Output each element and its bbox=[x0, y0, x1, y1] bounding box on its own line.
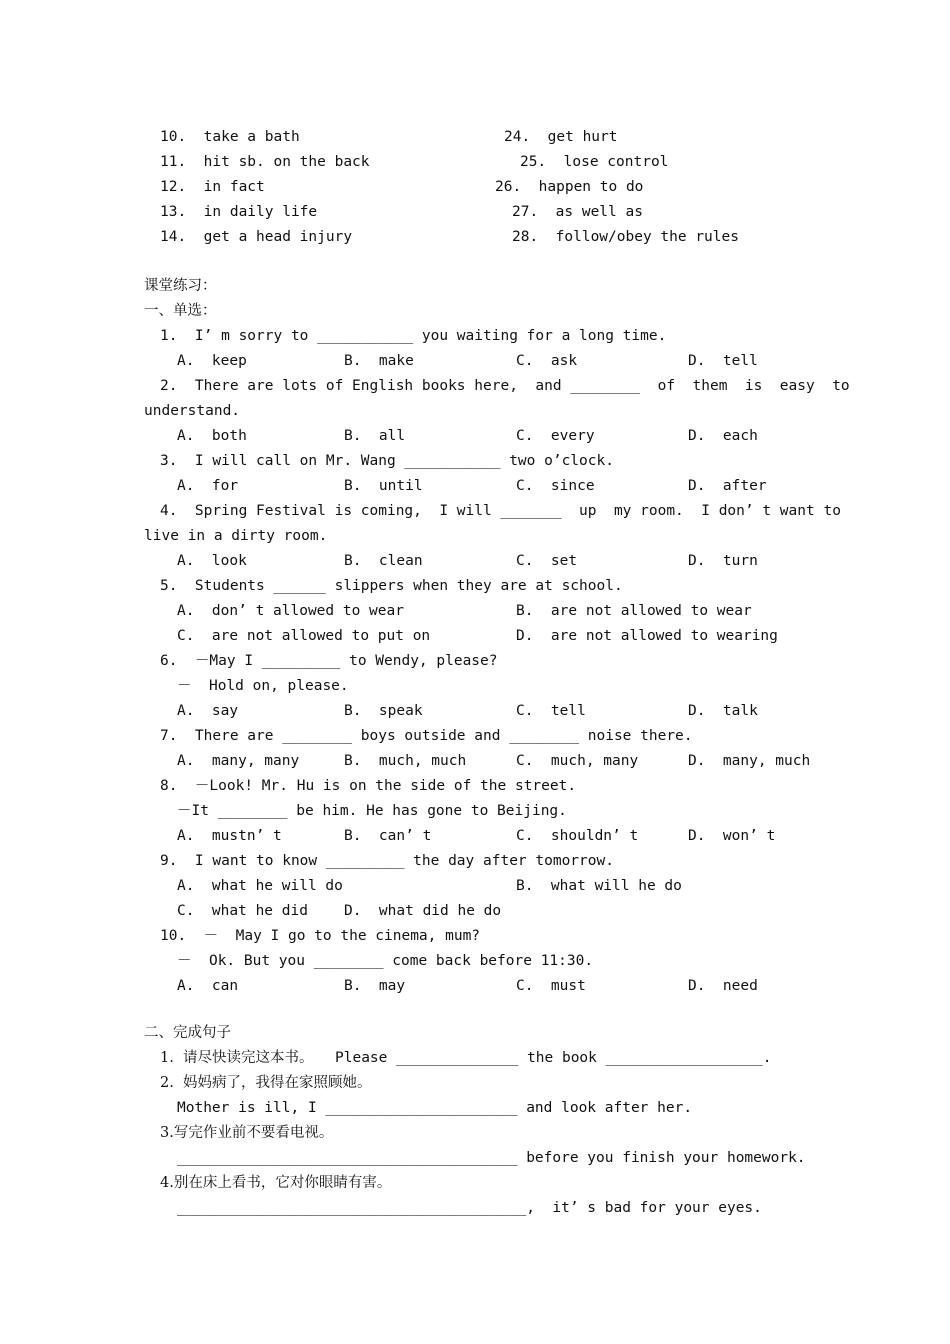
question-10-option-b: B. may bbox=[344, 978, 406, 994]
sentence-4-chinese: 4.别在床上看书，它对你眼睛有害。 bbox=[160, 1175, 392, 1191]
question-3-option-b: B. until bbox=[344, 478, 423, 494]
phrase-10: 10. take a bath bbox=[160, 129, 300, 145]
sentence-3-chinese: 3.写完作业前不要看电视。 bbox=[160, 1125, 334, 1141]
question-4-option-b: B. clean bbox=[344, 553, 423, 569]
question-3-option-a: A. for bbox=[177, 478, 239, 494]
question-2-option-c: C. every bbox=[516, 428, 595, 444]
question-7-option-c: C. much, many bbox=[516, 753, 639, 769]
sentence-1-chinese: 1. 请尽快读完这本书。 bbox=[160, 1050, 314, 1066]
question-2-option-a: A. both bbox=[177, 428, 247, 444]
question-5-option-b: B. are not allowed to wear bbox=[516, 603, 752, 619]
sentence-2-english: Mother is ill, I ______________________ and look after her. bbox=[177, 1100, 693, 1116]
question-3-option-d: D. after bbox=[688, 478, 767, 494]
question-2-stem: 2. There are lots of English books here, and ________ of them is easy to bbox=[160, 378, 850, 394]
phrase-28: 28. follow/obey the rules bbox=[512, 229, 739, 245]
question-8-stem: 8. －Look! Mr. Hu is on the side of the street. bbox=[160, 778, 577, 794]
question-8-stem-cont: －It ________ be him. He has gone to Beijing. bbox=[177, 803, 567, 819]
phrase-14: 14. get a head injury bbox=[160, 229, 353, 245]
question-10-option-c: C. must bbox=[516, 978, 586, 994]
question-10-stem: 10. － May I go to the cinema, mum? bbox=[160, 928, 481, 944]
section2-heading: 二、完成句子 bbox=[144, 1025, 231, 1041]
question-1-option-c: C. ask bbox=[516, 353, 578, 369]
question-10-stem-cont: － Ok. But you ________ come back before 11:30. bbox=[177, 953, 594, 969]
question-3-stem: 3. I will call on Mr. Wang ___________ two o’clock. bbox=[160, 453, 614, 469]
question-6-option-a: A. say bbox=[177, 703, 239, 719]
question-1-option-a: A. keep bbox=[177, 353, 247, 369]
question-6-option-b: B. speak bbox=[344, 703, 423, 719]
question-10-option-a: A. can bbox=[177, 978, 239, 994]
sentence-4-english: ________________________________________, it’ s bad for your eyes. bbox=[177, 1200, 762, 1216]
question-1-stem: 1. I’ m sorry to ___________ you waiting for a long time. bbox=[160, 328, 667, 344]
question-6-option-d: D. talk bbox=[688, 703, 758, 719]
question-6-option-c: C. tell bbox=[516, 703, 586, 719]
question-5-option-c: C. are not allowed to put on bbox=[177, 628, 431, 644]
question-5-option-a: A. don’ t allowed to wear bbox=[177, 603, 404, 619]
question-4-stem-cont: live in a dirty room. bbox=[144, 528, 328, 544]
question-4-stem: 4. Spring Festival is coming, I will _______ up my room. I don’ t want to bbox=[160, 503, 841, 519]
question-5-option-d: D. are not allowed to wearing bbox=[516, 628, 778, 644]
question-5-stem: 5. Students ______ slippers when they are at school. bbox=[160, 578, 623, 594]
question-4-option-a: A. look bbox=[177, 553, 247, 569]
question-2-option-b: B. all bbox=[344, 428, 406, 444]
phrase-24: 24. get hurt bbox=[504, 129, 618, 145]
question-7-option-d: D. many, much bbox=[688, 753, 811, 769]
sentence-1-english: Please ______________ the book __________________. bbox=[335, 1050, 772, 1066]
question-3-option-c: C. since bbox=[516, 478, 595, 494]
question-4-option-c: C. set bbox=[516, 553, 578, 569]
sentence-3-english: _______________________________________ before you finish your homework. bbox=[177, 1150, 806, 1166]
question-9-option-a: A. what he will do bbox=[177, 878, 343, 894]
question-6-stem: 6. －May I _________ to Wendy, please? bbox=[160, 653, 498, 669]
question-7-stem: 7. There are ________ boys outside and ________ noise there. bbox=[160, 728, 693, 744]
question-6-stem-cont: － Hold on, please. bbox=[177, 678, 349, 694]
phrase-13: 13. in daily life bbox=[160, 204, 318, 220]
question-8-option-d: D. won’ t bbox=[688, 828, 776, 844]
question-8-option-c: C. shouldn’ t bbox=[516, 828, 639, 844]
question-9-option-d: D. what did he do bbox=[344, 903, 502, 919]
question-9-option-b: B. what will he do bbox=[516, 878, 682, 894]
question-2-stem-cont: understand. bbox=[144, 403, 241, 419]
phrase-11: 11. hit sb. on the back bbox=[160, 154, 370, 170]
section1-heading: 一、单选： bbox=[144, 303, 217, 319]
phrase-25: 25. lose control bbox=[520, 154, 669, 170]
question-2-option-d: D. each bbox=[688, 428, 758, 444]
question-8-option-a: A. mustn’ t bbox=[177, 828, 282, 844]
question-9-stem: 9. I want to know _________ the day after tomorrow. bbox=[160, 853, 614, 869]
question-7-option-a: A. many, many bbox=[177, 753, 300, 769]
question-8-option-b: B. can’ t bbox=[344, 828, 432, 844]
phrase-12: 12. in fact bbox=[160, 179, 265, 195]
question-10-option-d: D. need bbox=[688, 978, 758, 994]
practice-heading: 课堂练习： bbox=[144, 278, 217, 294]
question-9-option-c: C. what he did bbox=[177, 903, 308, 919]
question-7-option-b: B. much, much bbox=[344, 753, 467, 769]
question-1-option-d: D. tell bbox=[688, 353, 758, 369]
question-4-option-d: D. turn bbox=[688, 553, 758, 569]
phrase-26: 26. happen to do bbox=[495, 179, 644, 195]
question-1-option-b: B. make bbox=[344, 353, 414, 369]
phrase-27: 27. as well as bbox=[512, 204, 643, 220]
sentence-2-chinese: 2. 妈妈病了，我得在家照顾她。 bbox=[160, 1075, 372, 1091]
